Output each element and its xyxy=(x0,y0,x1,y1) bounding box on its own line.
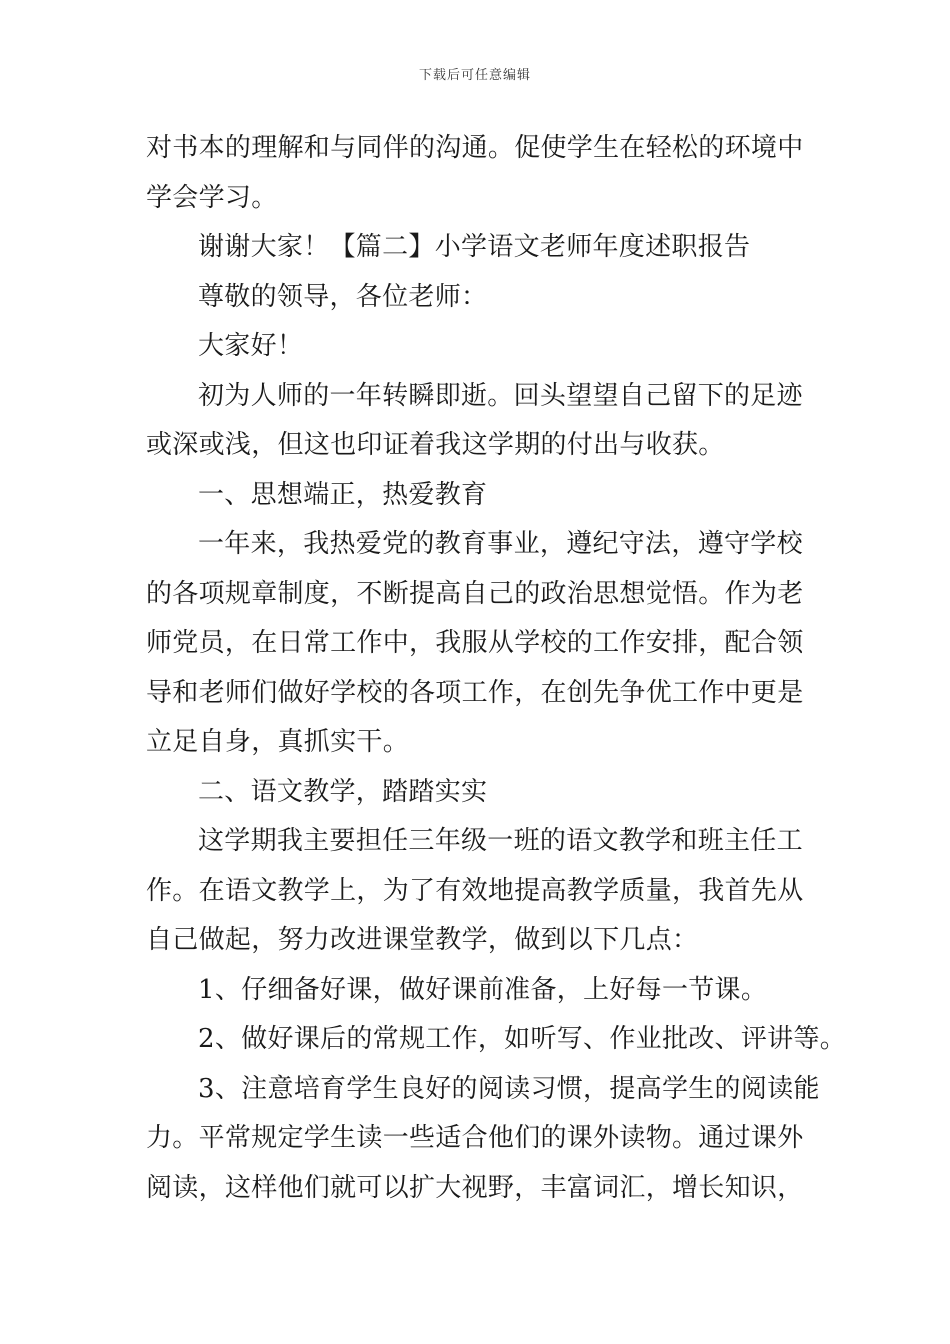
text-line: 二、语文教学，踏踏实实 xyxy=(198,776,488,807)
text-line: 一、思想端正，热爱教育 xyxy=(198,479,488,510)
text-line: 力。平常规定学生读一些适合他们的课外读物。通过课外 xyxy=(146,1123,804,1153)
text-line: 尊敬的领导，各位老师： xyxy=(198,281,488,312)
text-line: 大家好！ xyxy=(198,331,304,361)
text-line: 1、仔细备好课，做好课前准备，上好每一节课。 xyxy=(198,974,768,1005)
text-line: 或深或浅，但这也印证着我这学期的付出与收获。 xyxy=(146,430,725,460)
text-line: 导和老师们做好学校的各项工作，在创先争优工作中更是 xyxy=(146,677,804,708)
text-line: 自己做起，努力改进课堂教学，做到以下几点： xyxy=(146,925,699,955)
text-line: 3、注意培育学生良好的阅读习惯，提高学生的阅读能 xyxy=(198,1073,820,1104)
text-line: 这学期我主要担任三年级一班的语文教学和班主任工 xyxy=(198,826,803,856)
text-line: 师党员，在日常工作中，我服从学校的工作安排，配合领 xyxy=(146,628,804,658)
text-line: 的各项规章制度，不断提高自己的政治思想觉悟。作为老 xyxy=(146,578,804,609)
text-line: 学会学习。 xyxy=(146,182,278,213)
text-line: 谢谢大家！【篇二】小学语文老师年度述职报告 xyxy=(198,232,751,262)
text-line: 阅读，这样他们就可以扩大视野，丰富词汇，增长知识， xyxy=(146,1172,804,1203)
text-line: 作。在语文教学上，为了有效地提高教学质量，我首先从 xyxy=(146,875,804,906)
document-body xyxy=(146,124,847,1213)
text-line: 初为人师的一年转瞬即逝。回头望望自己留下的足迹 xyxy=(198,380,803,411)
page-header-note: 下载后可任意编辑 xyxy=(418,68,531,83)
text-line: 一年来，我热爱党的教育事业，遵纪守法，遵守学校 xyxy=(198,529,803,559)
text-line: 对书本的理解和与同伴的沟通。促使学生在轻松的环境中 xyxy=(146,133,804,163)
text-line: 2、做好课后的常规工作，如听写、作业批改、评讲等。 xyxy=(198,1024,847,1054)
text-line: 立足自身，真抓实干。 xyxy=(146,727,410,757)
